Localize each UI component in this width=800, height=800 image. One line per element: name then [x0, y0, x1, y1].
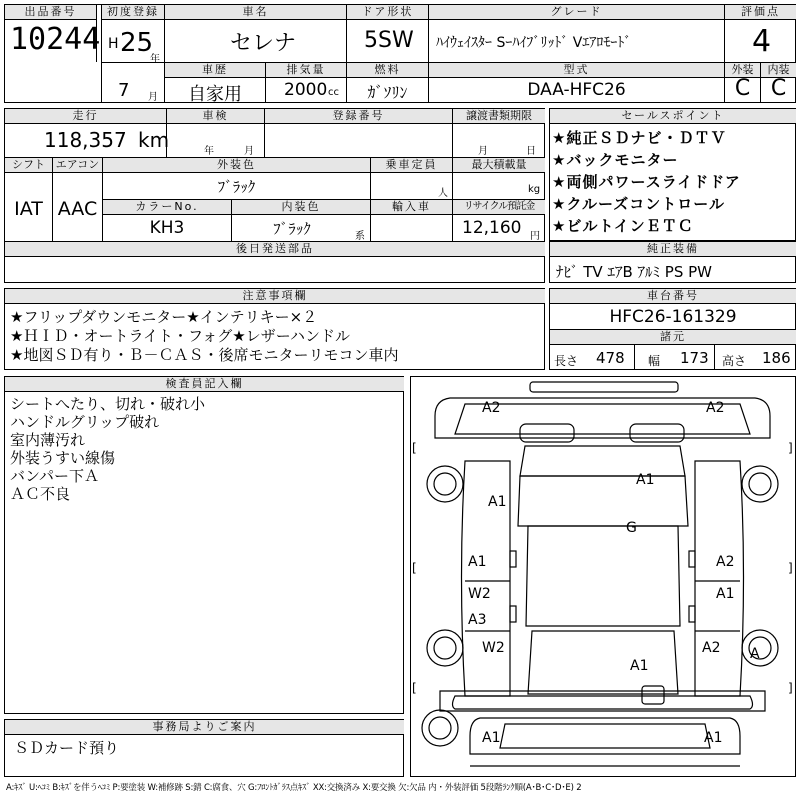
insp-month-unit: 月 [244, 146, 254, 157]
displacement: 2000 [284, 80, 328, 100]
damage-mark: A1 [716, 586, 735, 602]
later-parts-label: 後日発送部品 [5, 242, 545, 257]
sales-points-list [552, 127, 794, 237]
fuel: ｶﾞｿﾘﾝ [367, 83, 408, 102]
color-no-label: カラーNo. [103, 200, 231, 215]
model-label: 型式 [429, 63, 724, 78]
damage-mark: A3 [468, 612, 487, 628]
mileage-label: 走行 [5, 109, 166, 124]
bracket: [ [412, 441, 417, 455]
width: 173 [680, 349, 709, 367]
ext-grade: C [734, 76, 751, 101]
recycle-unit: 円 [530, 231, 540, 242]
era: H [108, 36, 119, 52]
notes-lines [10, 308, 398, 365]
sales-point-item: ★バックモニター [552, 151, 679, 169]
score-label: 評価点 [725, 5, 796, 20]
sales-point-item: ★クルーズコントロール [552, 195, 725, 213]
score: 4 [752, 24, 772, 59]
capacity-label: 乗車定員 [371, 158, 452, 173]
history-label: 車歴 [165, 63, 265, 78]
sales-point-item: ★純正ＳＤナビ・ＤＴＶ [552, 129, 727, 147]
length-label: 長さ [554, 354, 579, 368]
bracket: ] [788, 681, 793, 695]
inspector-lines [10, 395, 205, 503]
damage-mark: A1 [630, 658, 649, 674]
transfer-day-unit: 日 [526, 146, 536, 157]
first-reg-label: 初度登録 [102, 5, 164, 20]
year-unit: 年 [150, 54, 160, 65]
maxload-unit: kg [528, 184, 541, 195]
inspection-label: 車検 [167, 109, 264, 124]
lot-no-label: 出品番号 [5, 5, 96, 20]
fuel-label: 燃料 [347, 63, 428, 78]
first-reg-month: 7 [118, 80, 130, 101]
length: 478 [596, 349, 625, 367]
capacity-unit: 人 [438, 188, 448, 199]
int-grade-label: 内装 [761, 63, 796, 78]
note-line: ★ＨＩＤ・オートライト・フォグ★レザーハンドル [10, 327, 350, 345]
car-diagram [410, 376, 796, 777]
ac-label: エアコン [53, 158, 102, 173]
height-label: 高さ [722, 354, 747, 368]
inspector-line: 室内薄汚れ [10, 431, 86, 449]
car-name: セレナ [230, 31, 297, 56]
sales-point-item: ★両側パワースライドドア [552, 173, 741, 191]
recycle: 12,160 [462, 218, 522, 238]
damage-mark: A1 [488, 494, 507, 510]
first-reg-year: 25 [120, 28, 154, 58]
note-line: ★地図ＳＤ有り・Ｂ－ＣＡＳ・後席モニターリモコン車内 [10, 346, 399, 364]
inspector-line: 外装うすい線傷 [10, 449, 116, 467]
damage-mark: G [626, 520, 637, 536]
mileage-unit: km [138, 128, 170, 152]
legend: A:ｷｽﾞ U:ﾍｺﾐ B:ｷｽﾞを伴うﾍｺﾐ P:要塗装 W:補修跡 S:錆 C:腐食、穴 G:ﾌﾛﾝﾄｶﾞﾗｽ点ｷｽﾞ XX:交換済み X:要交換 欠:欠品 内・外装評価 5段階ﾗﾝｸ順(A･B･C･D･E) 2 [6, 783, 582, 793]
chassis-label: 車台番号 [550, 289, 796, 304]
mileage: 118,357 [44, 128, 127, 152]
model-code: DAA-HFC26 [527, 80, 626, 100]
office-text: ＳＤカード預り [14, 739, 120, 757]
transfer-month-unit: 月 [478, 146, 488, 157]
transfer-label: 譲渡書類期限 [453, 109, 545, 124]
notes-label: 注意事項欄 [5, 289, 545, 304]
bracket: [ [412, 561, 417, 575]
damage-mark: A2 [702, 640, 721, 656]
equipment-label: 純正装備 [550, 242, 796, 257]
disp-unit: cc [328, 87, 339, 98]
inspector-line: シートへたり、切れ・破れ小 [10, 395, 206, 413]
insp-year-unit: 年 [204, 146, 214, 157]
damage-mark: A1 [704, 730, 723, 746]
equipment-value: ﾅﾋﾞ TV ｴｱB ｱﾙﾐ PS PW [556, 263, 712, 281]
bracket: ] [788, 561, 793, 575]
disp-label: 排気量 [266, 63, 346, 78]
inspector-line: バンパー下Ａ [10, 467, 99, 485]
recycle-label: リサイクル預託金 [453, 200, 545, 215]
grade: ﾊｲｳｪｲｽﾀｰ Sｰﾊｲﾌﾞﾘｯﾄﾞ Vｴｱﾛﾓｰﾄﾞ [436, 35, 632, 51]
sales-points-label: セールスポイント [550, 109, 796, 124]
lot-no: 10244 [10, 22, 101, 57]
bracket: ] [788, 441, 793, 455]
history: 自家用 [188, 84, 242, 105]
inspector-label: 検査員記入欄 [5, 377, 404, 392]
damage-mark: A [750, 646, 760, 662]
maxload-label: 最大積載量 [453, 158, 545, 173]
month-unit: 月 [148, 92, 158, 103]
grade-label: グレード [429, 5, 724, 20]
dimensions-label: 諸元 [550, 330, 796, 345]
car-name-label: 車名 [165, 5, 346, 20]
int-grade: C [770, 76, 787, 101]
color-no: KH3 [149, 218, 185, 238]
damage-mark: A1 [468, 554, 487, 570]
int-color-label: 内装色 [232, 200, 370, 215]
ext-grade-label: 外装 [725, 63, 760, 78]
shift: IAT [14, 198, 43, 220]
damage-mark: W2 [482, 640, 505, 656]
height: 186 [762, 349, 791, 367]
inspector-line: ＡＣ不良 [10, 485, 71, 503]
inspector-line: ハンドルグリップ破れ [10, 413, 160, 431]
ext-color-label: 外装色 [103, 158, 370, 173]
damage-mark: A2 [706, 400, 725, 416]
damage-mark: A1 [636, 472, 655, 488]
reg-no-label: 登録番号 [265, 109, 452, 124]
office-label: 事務局よりご案内 [5, 720, 404, 735]
door-type: 5SW [364, 28, 414, 53]
width-label: 幅 [648, 354, 661, 368]
damage-mark: A2 [482, 400, 501, 416]
damage-mark: W2 [468, 586, 491, 602]
damage-mark: A2 [716, 554, 735, 570]
shift-label: シフト [5, 158, 52, 173]
sales-point-item: ★ビルトインＥＴＣ [552, 217, 694, 235]
note-line: ★フリップダウンモニター★インテリキー×２ [10, 308, 318, 326]
int-color: ﾌﾞﾗｯｸ [273, 220, 311, 238]
ext-color: ﾌﾞﾗｯｸ [217, 178, 256, 196]
bracket: [ [412, 681, 417, 695]
door-label: ドア形状 [347, 5, 428, 20]
int-color-unit: 系 [355, 231, 365, 242]
chassis-no: HFC26-161329 [609, 307, 737, 327]
ac: AAC [57, 198, 98, 220]
import-label: 輸入車 [371, 200, 452, 215]
damage-mark: A1 [482, 730, 501, 746]
